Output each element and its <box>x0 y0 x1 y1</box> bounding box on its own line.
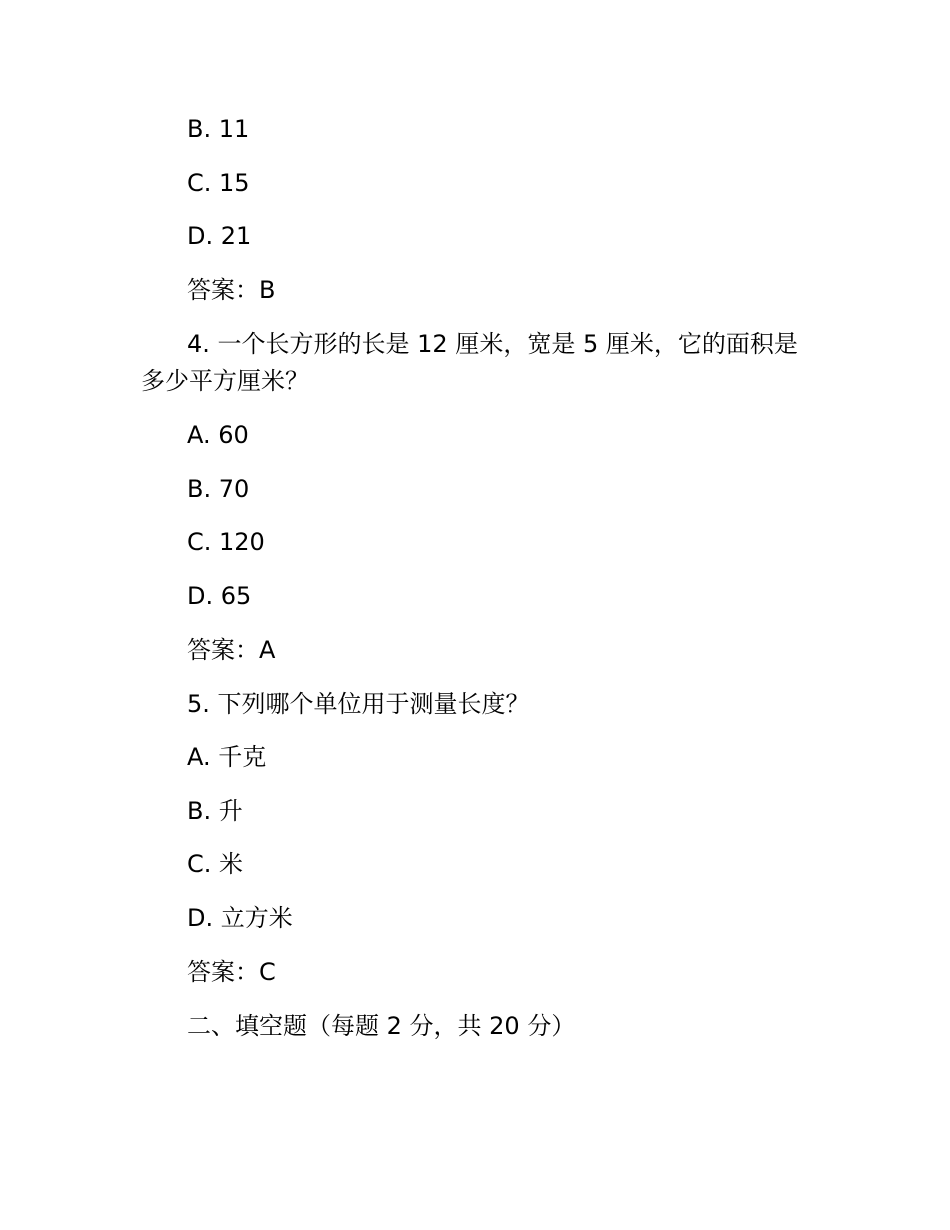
q4-option-b: B. 70 <box>187 475 250 503</box>
q4-option-c: C. 120 <box>187 528 265 556</box>
q4-answer: 答案：A <box>187 636 276 664</box>
q3-option-c: C. 15 <box>187 169 250 197</box>
q5-answer: 答案：C <box>187 958 276 986</box>
q4-option-a: A. 60 <box>187 421 249 449</box>
q3-option-d: D. 21 <box>187 222 252 250</box>
q5-question: 5. 下列哪个单位用于测量长度？ <box>187 690 530 718</box>
q5-option-a: A. 千克 <box>187 743 267 771</box>
q4-option-d: D. 65 <box>187 582 252 610</box>
q4-question-line1: 4. 一个长方形的长是 12 厘米，宽是 5 厘米，它的面积是 <box>187 330 798 358</box>
q5-option-b: B. 升 <box>187 797 243 825</box>
q4-question-line2: 多少平方厘米？ <box>141 367 309 395</box>
q3-option-b: B. 11 <box>187 115 250 143</box>
q3-answer: 答案：B <box>187 276 276 304</box>
q5-option-d: D. 立方米 <box>187 904 293 932</box>
section-heading-fill-in: 二、填空题（每题 2 分，共 20 分） <box>187 1012 576 1040</box>
q5-option-c: C. 米 <box>187 850 244 878</box>
